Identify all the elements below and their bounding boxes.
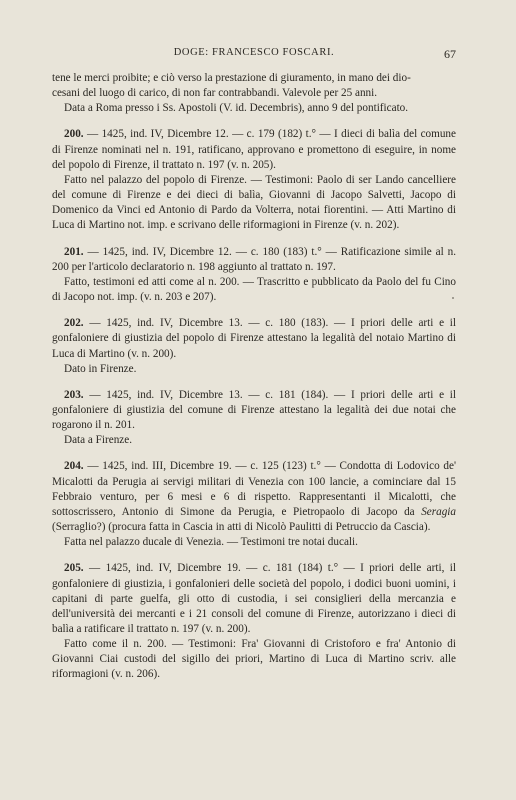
entry-202 [52, 316, 456, 361]
entry-paragraph: Fatto come il n. 200. — Testimoni: Fra' Giovanni di Cristoforo e fra' Antonio di Giovanni Ciai custodi del sigillo dei priori, Martino di Luca di Martino scriv. alle riformagioni (v. n. 206). [52, 638, 456, 681]
intro-line: tene le merci proibite; e ciò verso la prestazione di giuramento, in mano dei dio- [52, 72, 411, 84]
entry-head: — 1425, ind. IV, Dicembre 12. — c. 179 (182) t.° — I dieci di balìa del comune di Firenze nominati nel n. 191, ratificano, approvano e promettono di eseguire, in nome del popolo di Firenze, il trattato n. 197 (v. n. 205). [52, 128, 456, 171]
entry-number: 204. [64, 460, 84, 473]
intro-dated: Data a Roma presso i Ss. Apostoli (V. id. Decembris), anno 9 del pontificato. [64, 102, 409, 115]
entry-number: 202. [64, 317, 84, 330]
running-title: DOGE: FRANCESCO FOSCARI. [173, 47, 335, 58]
entry-head: — 1425, ind. IV, Dicembre 13. — c. 180 (183). — I priori delle arti e il gonfaloniere di giustizia del popolo di Firenze attestano la legalità del notaio Martino di Luca di Martino (v. n. 200). [52, 317, 457, 360]
entry-head: (Serraglio?) (procura fatta in Cascia in atti di Nicolò Paulitti di Petruccio da Cascia). [52, 521, 431, 534]
entry-number: 205. [64, 562, 84, 575]
entry-paragraph: Fatto nel palazzo del popolo di Firenze. — Testimoni: Paolo di ser Lando cancelliere del comune di Firenze e dei dieci di balìa, Giovanni di Jacopo Salvetti, Jacopo di Domenico da Vinci ed Antonio di Pardo da Volterra, notai fiorentini. — Atti Martino di Luca di Martino not. imp. e scrivano delle riformagioni in Firenze (v. n. 202). [52, 173, 456, 232]
entry-203 [52, 388, 456, 433]
entry-paragraph: Data a Firenze. [64, 434, 133, 447]
entry-number: 201. [64, 245, 84, 258]
entry-204 [52, 459, 456, 535]
entry-201 [52, 245, 456, 275]
intro-line: cesani del luogo di carico, di non far contrabbandi. Valevole per 25 anni. [52, 87, 378, 100]
entry-number: 203. [64, 388, 84, 401]
entry-paragraph: Dato in Firenze. [64, 362, 137, 375]
entry-head: — 1425, ind. IV, Dicembre 12. — c. 180 (183) t.° — Ratificazione simile al n. 200 per l'articolo declaratorio n. 198 aggiunto al trattato n. 197. [52, 245, 456, 273]
entry-head: — 1425, ind. III, Dicembre 19. — c. 125 (123) t.° — Condotta di Lodovico de' Micalotti da Perugia ai servigi militari di Venezia con 100 lancie, a cominciare dal 15 Febbraio venturo, per 6 mesi e 6 di rispetto. Rappresentanti il Micalotti, che sottoscrissero, Antonio di Simone da Perugia, e Pietropaolo di Jacopo da [52, 460, 457, 518]
page-header [52, 47, 456, 61]
page-body [52, 71, 456, 683]
entry-205 [52, 561, 456, 637]
entry-head-italic: Seragia [421, 505, 456, 518]
entry-head: — 1425, ind. IV, Dicembre 19. — c. 181 (184) t.° — I priori delle arti, il gonfaloniere di giustizia, i gonfalonieri delle società del popolo, i dodici buoni uomini, i capitani di parte guelfa, gli otto di custodia, i sei consiglieri della mercanzia e dell'università dei mercanti e i 21 consoli del comune di Firenze, autorizzano i dieci di balìa a ratificare il trattato n. 197 (v. n. 200). [52, 562, 457, 635]
paper-speck [452, 297, 454, 299]
page-number: 67 [444, 47, 456, 61]
entry-paragraph: Fatto, testimoni ed atti come al n. 200. — Trascritto e pubblicato da Paolo del fu Cino di Jacopo not. imp. (v. n. 203 e 207). [52, 275, 456, 304]
entry-200 [52, 127, 456, 172]
entry-number: 200. [64, 128, 84, 141]
entry-paragraph: Fatta nel palazzo ducale di Venezia. — Testimoni tre notai ducali. [64, 536, 358, 549]
entry-head: — 1425, ind. IV, Dicembre 13. — c. 181 (184). — I priori delle arti e il gonfaloniere di giustizia del comune di Firenze attestano la legalità dei due notai che rogarono il n. 201. [52, 388, 457, 432]
